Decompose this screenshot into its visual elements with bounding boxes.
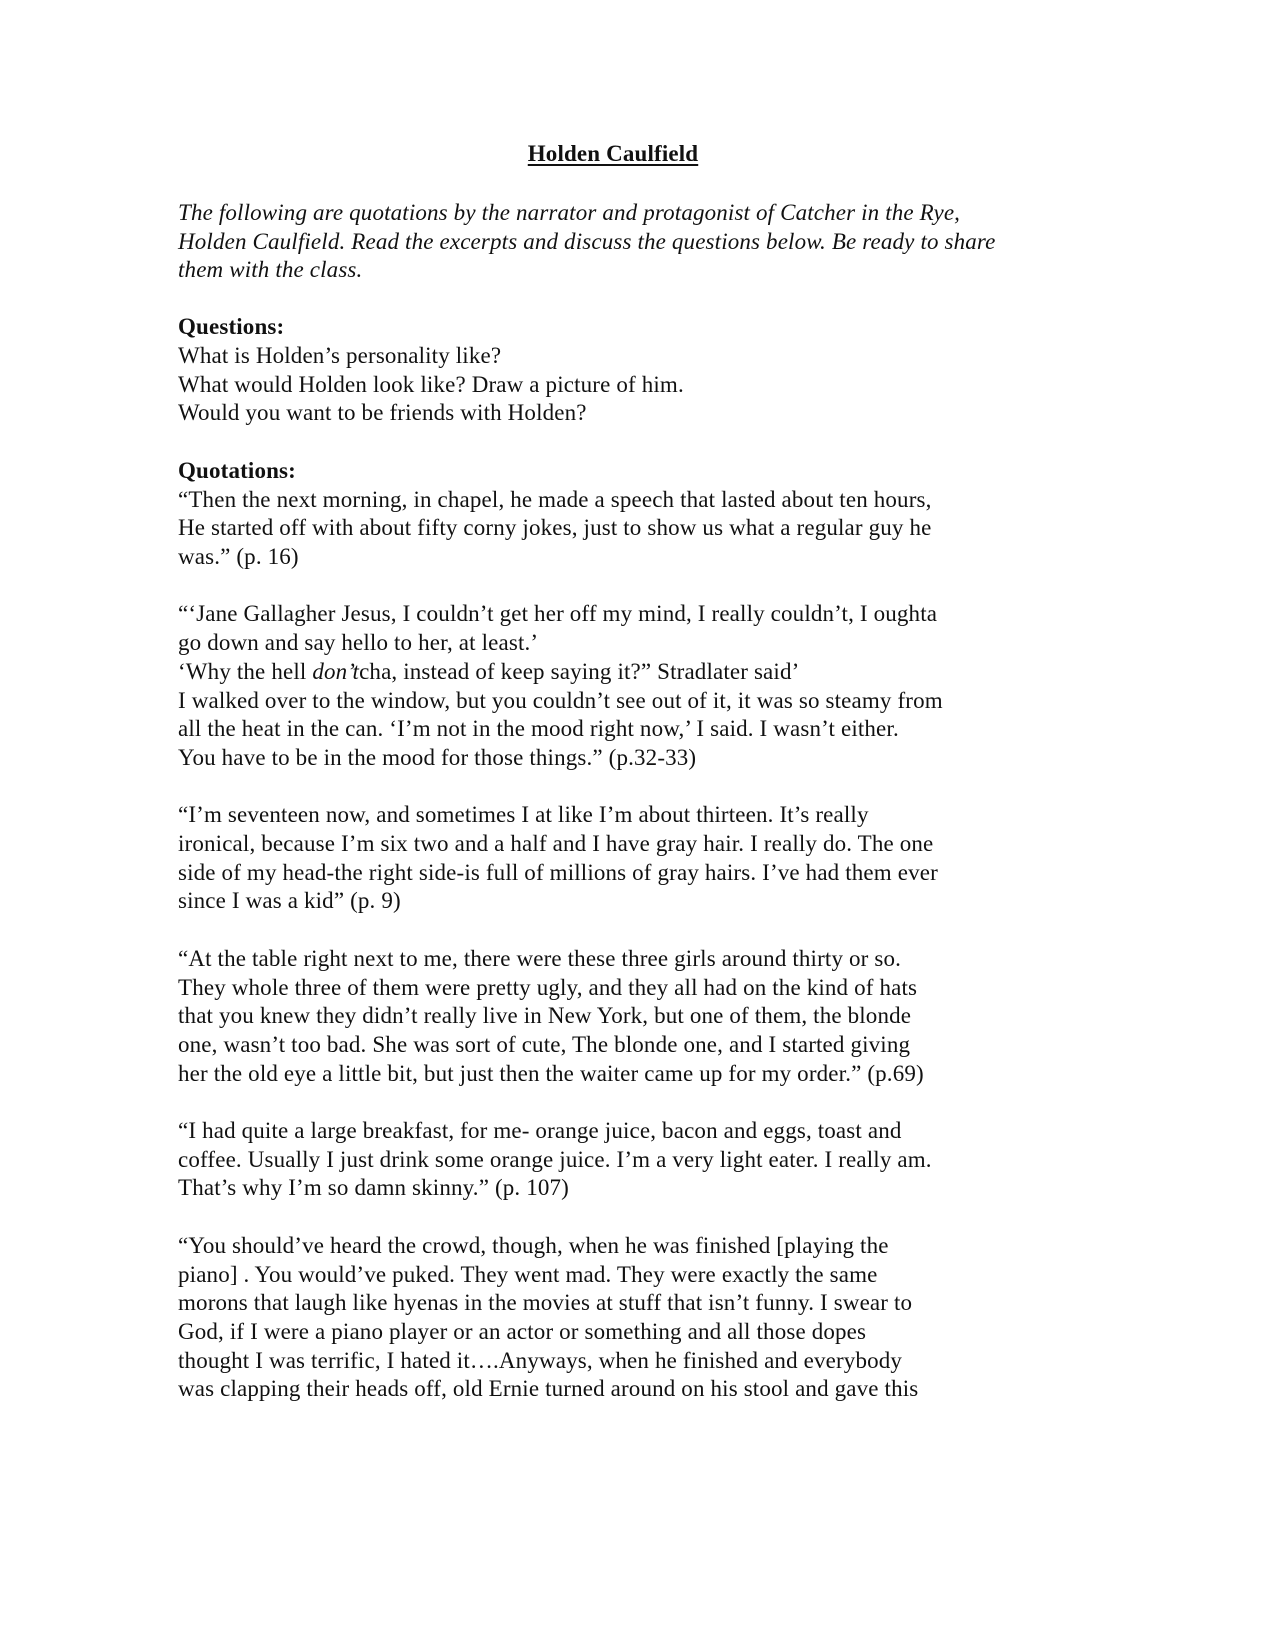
quote-line: “Then the next morning, in chapel, he made a speech that lasted about ten hours, <box>178 486 932 512</box>
quote-line: one, wasn’t too bad. She was sort of cute, The blonde one, and I started giving <box>178 1031 911 1057</box>
quotations-heading: Quotations: <box>178 457 296 483</box>
quote-text: cha, instead of keep saying it?” Stradlater said’ <box>359 658 800 684</box>
questions-list <box>178 342 1038 428</box>
quotation-4 <box>178 945 1038 1089</box>
question-item: What is Holden’s personality like? <box>178 342 502 368</box>
quote-line: morons that laugh like hyenas in the movies at stuff that isn’t funny. I swear to <box>178 1290 913 1316</box>
quote-line: was clapping their heads off, old Ernie turned around on his stool and gave this <box>178 1376 919 1402</box>
quote-line: God, if I were a piano player or an actor or something and all those dopes <box>178 1318 867 1344</box>
quotation-2 <box>178 600 1038 772</box>
page-title: Holden Caulfield <box>527 141 699 166</box>
question-item: What would Holden look like? Draw a picture of him. <box>178 371 684 397</box>
quote-line: “You should’ve heard the crowd, though, when he was finished [playing the <box>178 1232 889 1258</box>
intro-line: them with the class. <box>178 257 363 283</box>
quote-line: her the old eye a little bit, but just then the waiter came up for my order.” (p.69) <box>178 1060 924 1086</box>
quote-line: go down and say hello to her, at least.’ <box>178 630 539 656</box>
quote-line: “‘Jane Gallagher Jesus, I couldn’t get her off my mind, I really couldn’t, I oughta <box>178 601 938 627</box>
question-item: Would you want to be friends with Holden? <box>178 400 587 426</box>
quote-line: That’s why I’m so damn skinny.” (p. 107) <box>178 1175 569 1201</box>
quote-line: piano] . You would’ve puked. They went mad. They were exactly the same <box>178 1261 878 1287</box>
quote-line: ironical, because I’m six two and a half and I have gray hair. I really do. The one <box>178 831 934 857</box>
quote-line: all the heat in the can. ‘I’m not in the mood right now,’ I said. I wasn’t either. <box>178 716 899 742</box>
intro-paragraph <box>178 199 1038 285</box>
quote-line: He started off with about fifty corny jokes, just to show us what a regular guy he <box>178 515 932 541</box>
quotation-6 <box>178 1232 1038 1404</box>
quotation-1 <box>178 486 1038 572</box>
quote-line: was.” (p. 16) <box>178 544 299 570</box>
quote-line: You have to be in the mood for those things.” (p.32-33) <box>178 744 697 770</box>
quotation-3 <box>178 801 1038 916</box>
intro-line: The following are quotations by the narrator and protagonist of Catcher in the Rye, <box>178 200 961 225</box>
quote-line-mixed <box>178 658 1038 687</box>
quote-line: They whole three of them were pretty ugly, and they all had on the kind of hats <box>178 974 918 1000</box>
quote-text: ‘Why the hell <box>178 658 313 684</box>
quote-line: “At the table right next to me, there were these three girls around thirty or so. <box>178 945 902 971</box>
quote-line: side of my head-the right side-is full of millions of gray hairs. I’ve had them ever <box>178 859 938 885</box>
quote-line: coffee. Usually I just drink some orange juice. I’m a very light eater. I really am. <box>178 1146 932 1172</box>
intro-line: Holden Caulfield. Read the excerpts and discuss the questions below. Be ready to share <box>178 228 996 254</box>
quote-line: thought I was terrific, I hated it….Anyways, when he finished and everybody <box>178 1347 903 1373</box>
document-page <box>178 140 1038 1433</box>
quote-italic-text: don’t <box>312 658 360 684</box>
quote-line: since I was a kid” (p. 9) <box>178 888 401 914</box>
quote-line: “I had quite a large breakfast, for me- orange juice, bacon and eggs, toast and <box>178 1118 902 1144</box>
questions-heading: Questions: <box>178 314 285 340</box>
quotation-5 <box>178 1117 1038 1203</box>
quote-line: that you knew they didn’t really live in New York, but one of them, the blonde <box>178 1003 912 1029</box>
quote-line: “I’m seventeen now, and sometimes I at like I’m about thirteen. It’s really <box>178 802 869 828</box>
quote-line: I walked over to the window, but you couldn’t see out of it, it was so steamy from <box>178 687 943 713</box>
